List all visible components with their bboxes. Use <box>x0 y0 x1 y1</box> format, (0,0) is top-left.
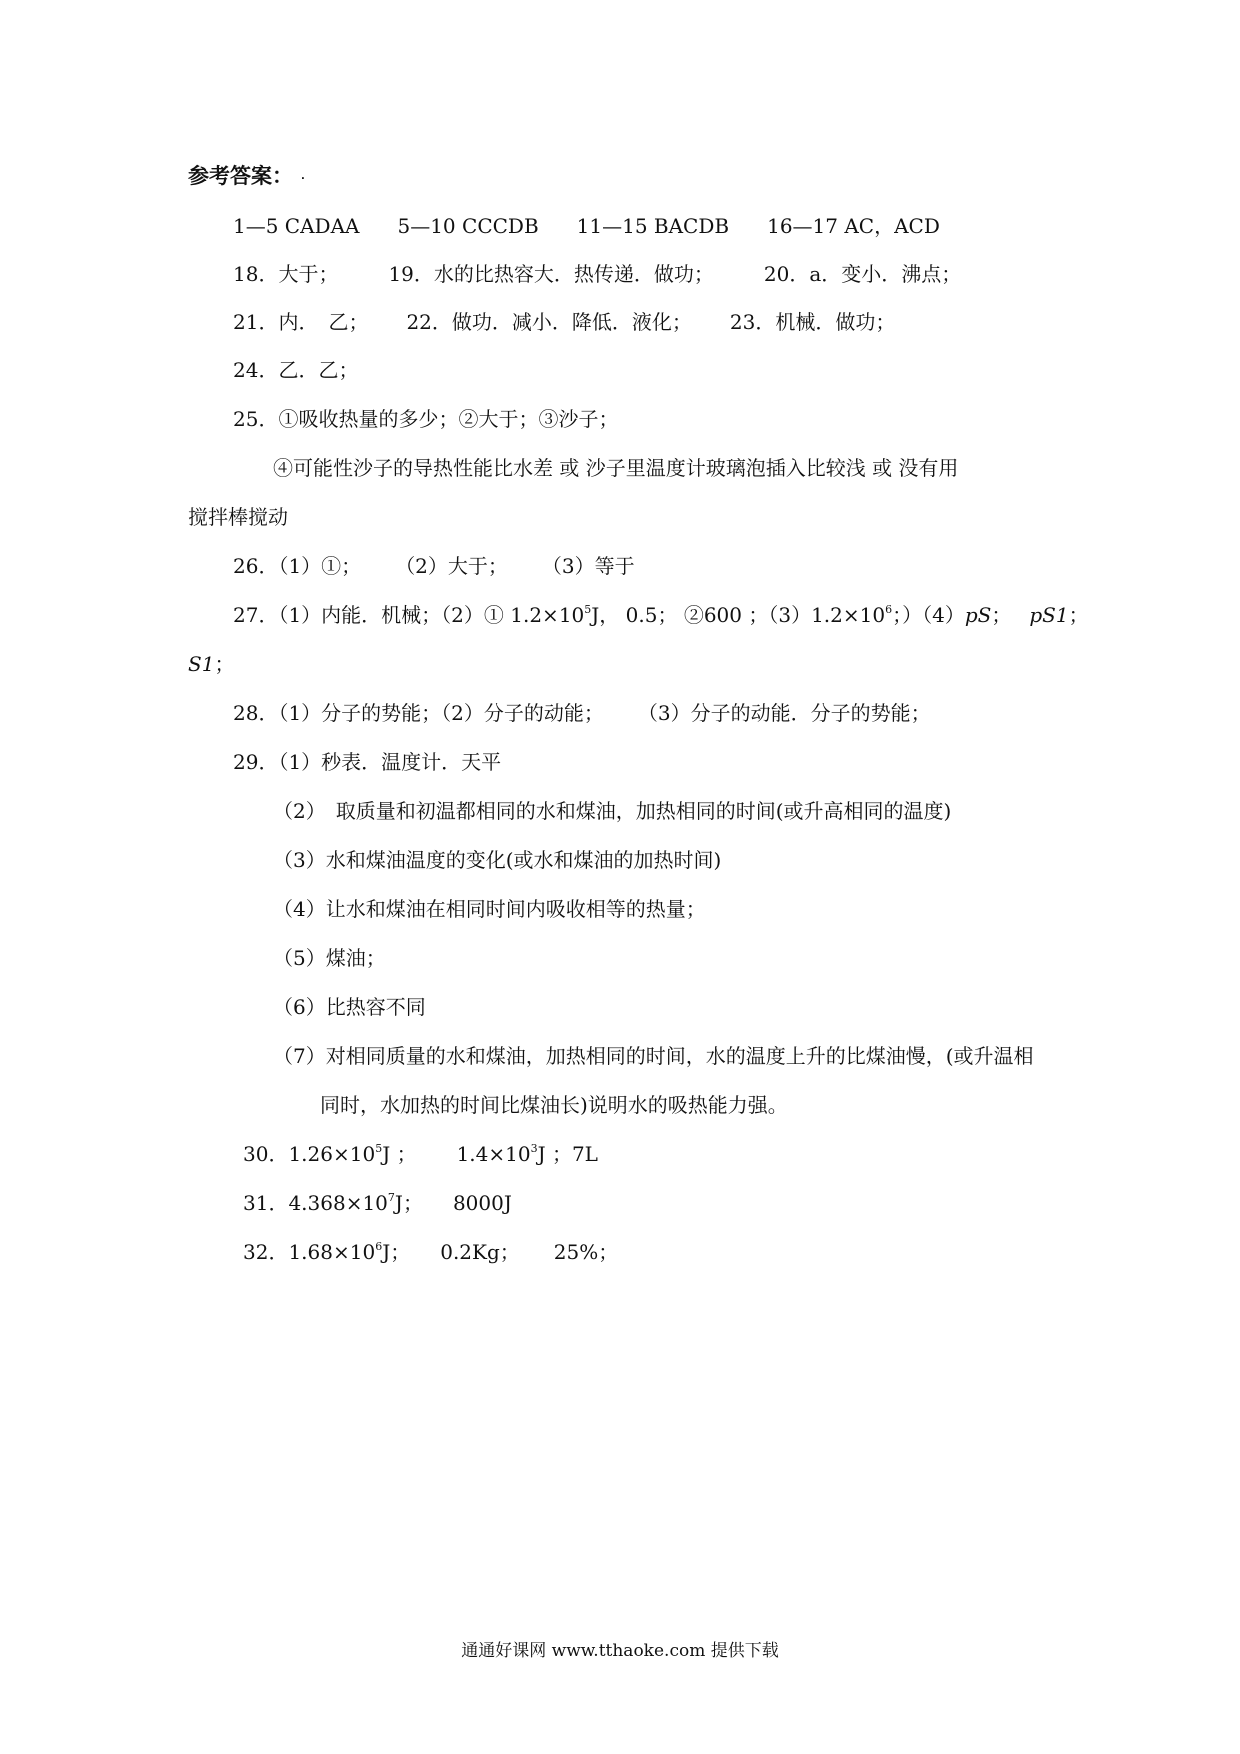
answer-row-29-6: （6）比热容不同 <box>273 995 426 1019</box>
title-dot: . <box>301 171 305 182</box>
answer-row-24: 24．乙．乙； <box>233 358 359 382</box>
answer-row-32: 32．$1.68\times 10^6J$； 0.2Kg； 25%； <box>243 1240 619 1264</box>
answer-row-26: 26．（1）①； （2）大于； （3）等于 <box>233 554 635 578</box>
answer-row-28: 28．（1）分子的势能；（2）分子的动能； （3）分子的动能．分子的势能； <box>233 701 931 725</box>
answer-row-29-4: （4）让水和煤油在相同时间内吸收相等的热量； <box>273 897 706 921</box>
answer-row-18-20: 18．大于； 19．水的比热容大．热传递．做功； 20．a．变小．沸点； <box>233 262 962 286</box>
footer-source: 通通好课网 www.tthaoke.com 提供下载 <box>461 1641 779 1661</box>
answer-key-title: 参考答案： . <box>188 164 305 188</box>
answer-row-1-17: 1—5 CADAA 5—10 CCCDB 11—15 BACDB 16—17 AC，ACD <box>233 214 940 238</box>
answer-row-25-cont: ④可能性沙子的导热性能比水差 或 沙子里温度计玻璃泡插入比较浅 或 没有用 <box>273 456 959 480</box>
answer-row-25: 25．①吸收热量的多少；②大于；③沙子； <box>233 407 619 431</box>
answer-row-30: 30．$1.26\times 10^5J$ ； $1.4\times 10^3J$ ；7L <box>243 1142 598 1166</box>
answer-row-31: 31．$4.368\times 10^7J$； 8000J <box>243 1191 512 1215</box>
answer-row-21-23: 21．内． 乙； 22．做功．减小．降低．液化； 23．机械．做功； <box>233 310 896 334</box>
answer-row-29-8: 同时，水加热的时间比煤油长)说明水的吸热能力强。 <box>320 1093 788 1117</box>
answer-row-29-1: 29．（1）秒表．温度计．天平 <box>233 750 502 774</box>
answer-row-27-wrap: S1； <box>188 652 235 676</box>
answer-row-25-wrap: 搅拌棒搅动 <box>188 505 288 529</box>
answer-row-29-7: （7）对相同质量的水和煤油，加热相同的时间，水的温度上升的比煤油慢，(或升温相 <box>273 1044 1034 1068</box>
answer-row-29-3: （3）水和煤油温度的变化(或水和煤油的加热时间) <box>273 848 722 872</box>
answer-row-29-5: （5）煤油； <box>273 946 386 970</box>
answer-row-27: 27．（1）内能．机械；（2）① $1.2\times 10^5J$， 0.5； ②600 ；$(3)1.2\times 10^6$；）（4）pS； pS1； <box>233 603 1089 627</box>
answer-row-29-2: （2） 取质量和初温都相同的水和煤油，加热相同的时间(或升高相同的温度) <box>273 799 952 823</box>
